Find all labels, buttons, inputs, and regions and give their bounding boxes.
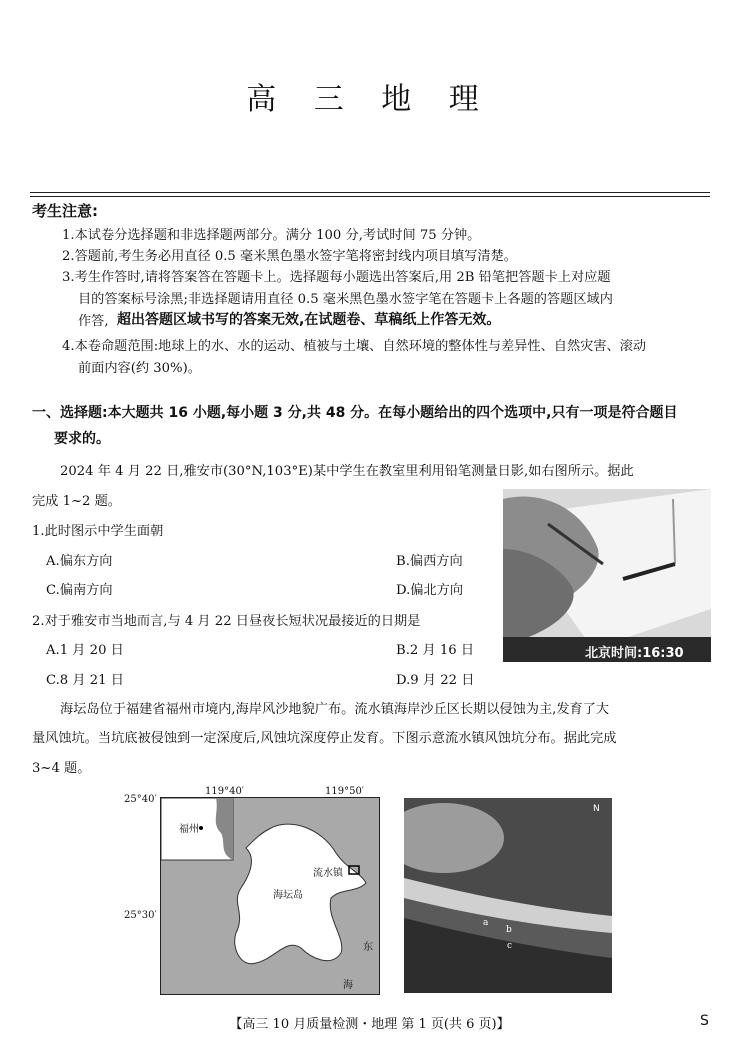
- map-label-fuzhou: 福州: [179, 824, 199, 835]
- latitude-label: 25°30′: [124, 910, 157, 921]
- option: B.偏西方向: [396, 554, 463, 569]
- satellite-drawing: [404, 798, 612, 993]
- site-marker-b: b: [506, 925, 512, 935]
- latitude-label: 25°40′: [124, 794, 157, 805]
- map-label-town: 流水镇: [313, 868, 343, 879]
- notice-line: 前面内容(约 30%)。: [78, 361, 201, 376]
- intro-text: 完成 1~2 题。: [32, 494, 121, 509]
- site-marker-a: a: [483, 918, 489, 928]
- map-label-island: 海坛岛: [273, 890, 303, 901]
- page-title: 高 三 地 理: [246, 82, 493, 117]
- notice-line: 1.本试卷分选择题和非选择题两部分。满分 100 分,考试时间 75 分钟。: [62, 228, 481, 243]
- map-label-sea: 东: [363, 942, 373, 953]
- notice-emphasis: 超出答题区域书写的答案无效,在试题卷、草稿纸上作答无效。: [117, 312, 501, 328]
- photo-caption: 北京时间:16:30: [585, 646, 684, 661]
- notice-line: 作答,: [78, 314, 109, 329]
- longitude-label: 119°40′: [205, 786, 245, 797]
- intro-text: 量风蚀坑。当坑底被侵蚀到一定深度后,风蚀坑深度停止发育。下图示意流水镇风蚀坑分布。据此完成: [32, 731, 617, 746]
- option: C.8 月 21 日: [46, 673, 124, 688]
- page-footer: 【高三 10 月质量检测・地理 第 1 页(共 6 页)】: [229, 1017, 510, 1032]
- notice-line: 2.答题前,考生务必用直径 0.5 毫米黑色墨水签字笔将密封线内项目填写清楚。: [62, 249, 517, 264]
- notice-line: 3.考生作答时,请将答案答在答题卡上。选择题每小题选出答案后,用 2B 铅笔把答题卡上对应题: [62, 270, 611, 285]
- option: B.2 月 16 日: [396, 643, 475, 658]
- intro-text: 3~4 题。: [32, 761, 91, 776]
- notice-heading: 考生注意:: [32, 202, 98, 220]
- option: D.9 月 22 日: [396, 673, 475, 688]
- question-stem: 2.对于雅安市当地而言,与 4 月 22 日昼夜长短状况最接近的日期是: [32, 614, 421, 629]
- island-map: [160, 797, 380, 995]
- north-arrow-icon: N: [593, 804, 600, 814]
- option: A.1 月 20 日: [46, 643, 124, 658]
- divider: [30, 192, 710, 193]
- site-marker-c: c: [507, 941, 513, 951]
- section-heading: 一、选择题:本大题共 16 小题,每小题 3 分,共 48 分。在每小题给出的四个选项中,只有一项是符合题目: [32, 405, 678, 421]
- intro-text: 2024 年 4 月 22 日,雅安市(30°N,103°E)某中学生在教室里利用铅笔测量日影,如右图所示。据此: [60, 464, 634, 479]
- satellite-image: [404, 798, 612, 993]
- map-label-sea: 海: [343, 980, 353, 991]
- question-stem: 1.此时图示中学生面朝: [32, 524, 164, 539]
- section-heading: 要求的。: [54, 431, 110, 447]
- corner-mark: S: [700, 1013, 709, 1029]
- longitude-label: 119°50′: [325, 786, 365, 797]
- option: A.偏东方向: [46, 554, 113, 569]
- option: D.偏北方向: [396, 583, 464, 598]
- photo-drawing: [503, 489, 711, 662]
- divider: [30, 196, 710, 197]
- option: C.偏南方向: [46, 583, 113, 598]
- notice-line: 4.本卷命题范围:地球上的水、水的运动、植被与土壤、自然环境的整体性与差异性、自然灾害、滚动: [62, 339, 647, 354]
- notice-line: 目的答案标号涂黑;非选择题请用直径 0.5 毫米黑色墨水签字笔在答题卡上各题的答题区域内: [78, 292, 613, 307]
- pencil-shadow-photo: [503, 489, 711, 662]
- intro-text: 海坛岛位于福建省福州市境内,海岸风沙地貌广布。流水镇海岸沙丘区长期以侵蚀为主,发育了大: [60, 702, 610, 717]
